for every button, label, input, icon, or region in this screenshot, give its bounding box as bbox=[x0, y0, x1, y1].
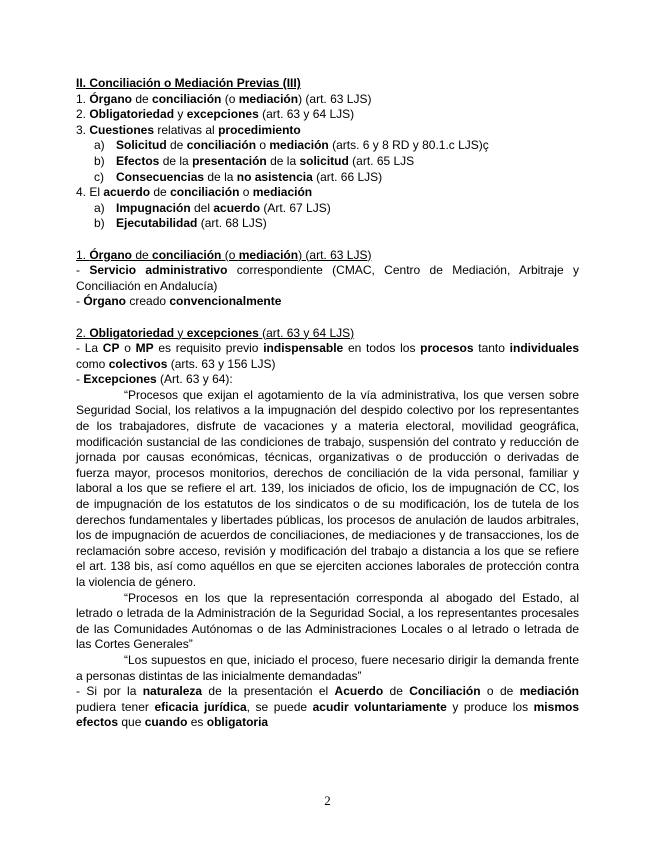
page-number: 2 bbox=[324, 793, 331, 808]
section-1-paragraph-2: - Órgano creado convencionalmente bbox=[76, 294, 282, 309]
outline-item-3a: a) Solicitud de conciliación o mediación (arts. 6 y 8 RD y 80.1.c LJS)ç bbox=[94, 138, 489, 153]
outline-title: II. Conciliación o Mediación Previas (III) bbox=[76, 76, 301, 90]
outline-item-3b: b) Efectos de la presentación de la solicitud (art. 65 LJS bbox=[94, 153, 415, 168]
section-2-heading: 2. Obligatoriedad y excepciones (art. 63 y 64 LJS) bbox=[76, 325, 355, 340]
outline-item-4: 4. El acuerdo de conciliación o mediación bbox=[76, 185, 313, 200]
section-1-heading: 1. Órgano de conciliación (o mediación) (art. 63 LJS) bbox=[76, 247, 372, 262]
exceptions-quote-3: “Los supuestos en que, iniciado el proceso, fuere necesario dirigir la demanda frente a personas distintas de las inicialmente demandadas” bbox=[76, 652, 579, 683]
section-1-paragraph-1: - Servicio administrativo correspondiente (CMAC, Centro de Mediación, Arbitraje y Conciliación en Andalucía) bbox=[76, 263, 579, 293]
outline-item-3: 3. Cuestiones relativas al procedimiento bbox=[76, 122, 301, 137]
outline-item-2: 2. Obligatoriedad y excepciones (art. 63 y 64 LJS) bbox=[76, 107, 355, 122]
exceptions-quote-2: “Procesos en los que la representación corresponda al abogado del Estado, al letrado o letrada de la Administración de la Seguridad Social, a los representantes procesales de las Comunidades Autónomas o de las Administraciones Locales o al letrado o letrada de las Cortes Generales” bbox=[76, 590, 579, 652]
section-2-paragraph-3: - Si por la naturaleza de la presentación el Acuerdo de Conciliación o de mediación pudiera tener eficacia jurídica, se puede acudir voluntariamente y produce los mismos efectos que cuando es obligatoria bbox=[76, 684, 579, 730]
outline-item-1: 1. Órgano de conciliación (o mediación) (art. 63 LJS) bbox=[76, 91, 372, 106]
outline-item-4a: a) Impugnación del acuerdo (Art. 67 LJS) bbox=[94, 200, 331, 215]
spacer bbox=[76, 310, 579, 326]
exceptions-quote-1: “Procesos que exijan el agotamiento de la vía administrativa, los que versen sobre Seguridad Social, los relativos a la impugnación del despido colectivo por los representantes de los trabajadores, disfrute de vacaciones y a materia electoral, movilidad geográfica, modificación sustancial de las condiciones de trabajo, suspensión del contrato y reducción de jornada por causas económicas, técnicas, organizativas o de producción o derivadas de fuerza mayor, procesos monitorios, derechos de conciliación de la vida personal, familiar y laboral a los que se refiere el art. 139, los iniciados de oficio, los de impugnación de CC, los de impugnación de los estatutos de los sindicatos o de su modificación, los de tutela de los derechos fundamentales y libertades públicas, los procesos de anulación de laudos arbitrales, los de impugnación de acuerdos de conciliaciones, de mediaciones y de transacciones, los de reclamación sobre acceso, revisión y modificación del trabajo a distancia a los que se refiere el art. 138 bis, así como aquéllos en que se ejerciten acciones laborales de protección contra la violencia de género. bbox=[76, 387, 579, 589]
outline-item-4b: b) Ejecutabilidad (art. 68 LJS) bbox=[94, 216, 267, 231]
section-2-paragraph-1: - La CP o MP es requisito previo indispensable en todos los procesos tanto individuales como colectivos (arts. 63 y 156 LJS) bbox=[76, 341, 580, 371]
section-2-paragraph-2: - Excepciones (Art. 63 y 64): bbox=[76, 372, 233, 387]
spacer bbox=[76, 232, 579, 248]
document-page bbox=[76, 76, 579, 731]
outline-item-3c: c) Consecuencias de la no asistencia (art. 66 LJS) bbox=[94, 169, 383, 184]
